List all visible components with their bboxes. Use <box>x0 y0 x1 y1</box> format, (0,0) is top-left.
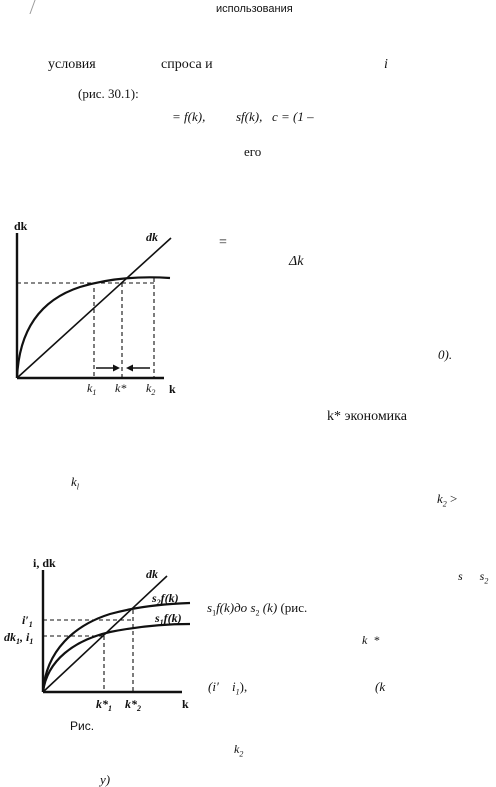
figure-caption: Рис. <box>70 719 95 733</box>
fig2-line-label: dk <box>146 567 158 581</box>
side-k-paren: (k <box>375 679 386 694</box>
fig2-tick-k1star: $k*_1$ <box>96 697 112 713</box>
fig2-tick-i-prime: $i'_1$ <box>22 613 33 629</box>
fig2-tick-k2star: $k*_2$ <box>125 697 141 713</box>
text-line-1a: условия <box>48 57 96 72</box>
text-line-2: (рис. 30.1): <box>78 86 139 101</box>
fig1-line-label: dk <box>146 230 158 244</box>
fig1-tick-k1: $k_1$ <box>87 381 97 397</box>
fig2-x-label: k <box>182 697 189 711</box>
side-kl: $k_l$ <box>71 474 80 492</box>
fig2-tick-dk-i: $dk_1$, $i_1$ <box>4 630 34 646</box>
formula-c: c = (1 – <box>272 109 314 124</box>
formula-b: sf(k), <box>236 109 263 124</box>
fig2-s1fk-curve <box>43 624 190 692</box>
fig1-x-label: k <box>169 382 176 396</box>
text-line-4: его <box>244 144 262 159</box>
side-k2-bottom: $k_2$ <box>234 742 244 759</box>
text-line-1c: i <box>384 57 388 72</box>
side-i-prime: (i′ $i_1$), <box>208 679 248 697</box>
text-line-1b: спроса и <box>161 57 213 72</box>
side-zero: 0). <box>438 347 453 362</box>
side-y: y) <box>100 772 111 787</box>
side-eq: = <box>219 235 227 250</box>
page-header: использования <box>216 3 293 15</box>
fig1-y-label: dk <box>14 219 28 233</box>
side-s1f-to-s2: $s_1f(k)до$ $s_2$ (k) (рис. <box>207 600 308 618</box>
side-s-s2: s $s_2$ <box>458 569 489 586</box>
formula-a: = f(k), <box>172 109 206 124</box>
side-k2-gt: $k_2$ > <box>437 491 458 509</box>
fig1-tick-kstar: k* <box>115 381 127 395</box>
fig2-label-s2fk: $s_2f(k)$ <box>152 591 179 607</box>
fig1-tick-k2: $k_2$ <box>146 381 156 397</box>
side-delta-k: Δk <box>289 254 304 269</box>
fig2-label-s1fk: $s_1f(k)$ <box>155 611 182 627</box>
side-kstar-economy: k* экономика <box>327 409 407 424</box>
fig2-y-label: i, dk <box>33 556 56 570</box>
side-kstar-2: k * <box>362 633 380 647</box>
